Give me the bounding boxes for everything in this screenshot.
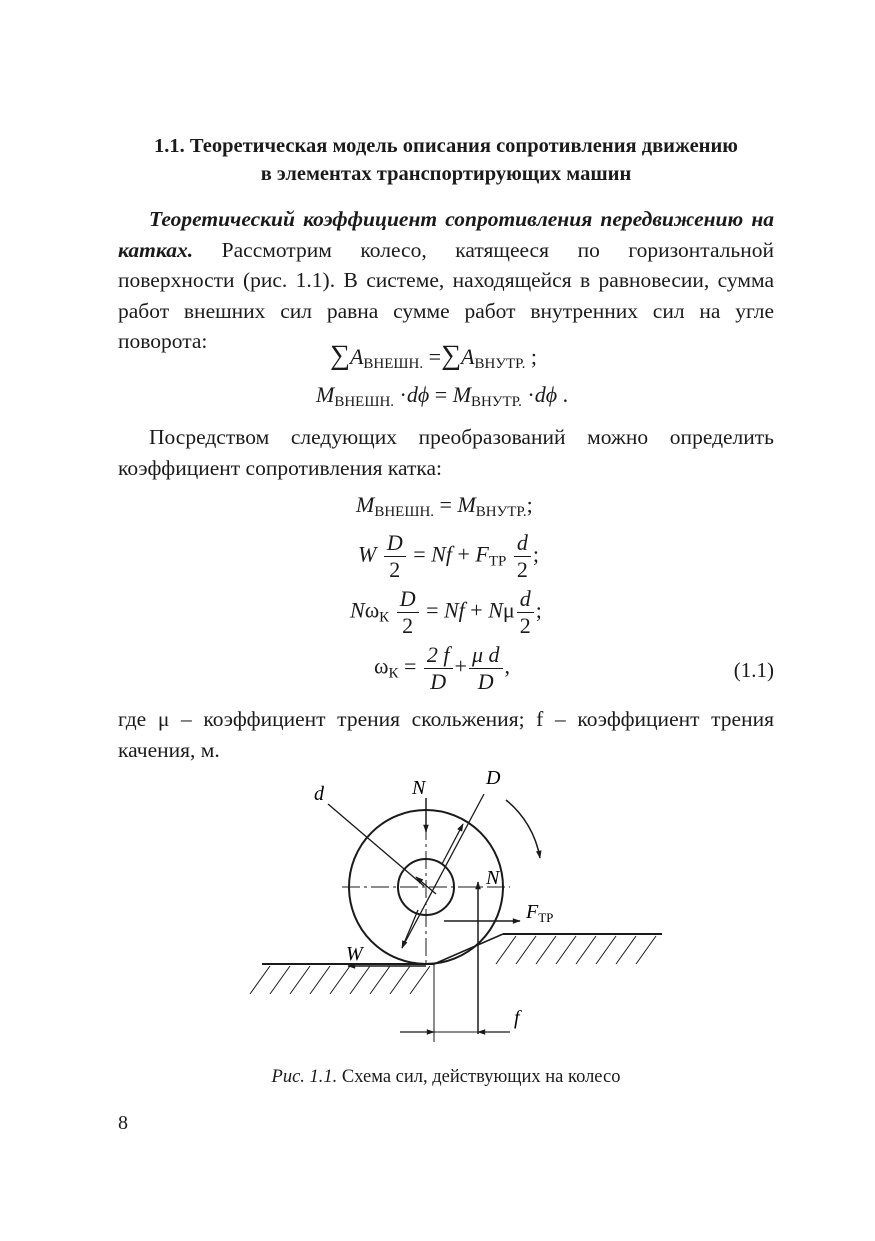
eq-dphi: dϕ <box>406 382 430 407</box>
eq-var: A <box>349 344 364 369</box>
paragraph-2: Посредством следующих преобразований можно определить коэффициент сопротивления катка: <box>118 425 774 480</box>
eq-dot: · <box>399 382 407 407</box>
eq-semicolon: ; <box>532 541 539 567</box>
D-arrow-up <box>442 824 463 864</box>
eq-sub: ВНУТР. <box>471 394 522 410</box>
label-d: d <box>314 783 324 805</box>
page-number: 8 <box>118 1112 128 1134</box>
label-F: $F_{ТР}$ <box>526 901 554 925</box>
figure-wheel-forces <box>248 764 668 1054</box>
eq-var: W <box>358 541 377 567</box>
sum-symbol: ∑ <box>441 340 462 371</box>
eq-sub: ВНЕШН. <box>374 504 435 520</box>
equation-moments <box>316 382 568 411</box>
caption-text: Схема сил, действующих на колесо <box>337 1067 621 1087</box>
eq-semicolon: ; <box>530 344 537 369</box>
eq-equals: = <box>439 492 452 517</box>
ground-hatching-right <box>496 936 656 964</box>
caption-prefix: Рис. 1.1. <box>271 1067 338 1087</box>
fraction-d-small: $\frac{d}{2}$ <box>514 530 531 583</box>
eq-plus: + <box>470 597 483 623</box>
eq-var: M <box>457 492 476 517</box>
eq-term: Nf <box>431 541 452 567</box>
eq-var: M <box>452 382 472 407</box>
eq-omega: ω <box>364 597 380 623</box>
eq-sub: ВНЕШН. <box>334 394 395 410</box>
paragraph-1-lead: Теоретический коэффициент сопротивления передвижению на катках. <box>118 207 774 262</box>
eq-semicolon: ; <box>526 492 533 517</box>
paragraph-3: где μ – коэффициент трения скольжения; f – коэффициент трения качения, м. <box>118 707 774 762</box>
D-leader-line <box>402 794 484 948</box>
paragraph-1 <box>118 204 774 357</box>
label-W: W <box>346 943 363 965</box>
eq-mu: μ <box>502 597 515 623</box>
equation-n-omega <box>350 586 542 639</box>
eq-plus: + <box>454 653 467 679</box>
eq-var: F <box>475 541 489 567</box>
eq-var: A <box>461 344 475 369</box>
fraction-d-small: $\frac{d}{2}$ <box>517 586 534 639</box>
eq-sub: К <box>379 609 390 626</box>
paragraph-1-text: Рассмотрим колесо, катящееся по горизонтальной поверхности (рис. 1.1). В системе, находящейся в равновесии, сумма работ внешних сил равна сумме работ внутренних сил на угле поворота: <box>118 237 774 353</box>
equation-w <box>358 530 539 583</box>
fraction-d-big: $\frac{D}{2}$ <box>397 586 419 639</box>
eq-dphi: dϕ <box>534 382 558 407</box>
eq-period: . <box>562 382 569 407</box>
equation-number: (1.1) <box>733 658 774 682</box>
eq-plus: + <box>457 541 470 567</box>
equation-m-balance <box>356 492 533 521</box>
label-D: D <box>486 767 501 789</box>
eq-equals: = <box>426 597 439 623</box>
eq-dot: · <box>527 382 535 407</box>
fraction-2f-d: $\frac{2 f}{D}$ <box>424 642 453 695</box>
eq-equals: = <box>434 382 448 407</box>
figure-caption <box>118 1067 774 1088</box>
eq-var: N <box>350 597 365 623</box>
eq-var: M <box>356 492 375 517</box>
ground-hatching-left <box>250 966 430 994</box>
eq-sub: ВНУТР. <box>474 356 526 372</box>
ground-contact-line <box>434 934 503 964</box>
eq-sub: К <box>388 665 399 682</box>
eq-equals: = <box>413 541 426 567</box>
eq-term: Nf <box>444 597 465 623</box>
eq-sub: ТР <box>488 553 507 570</box>
eq-semicolon: ; <box>535 597 542 623</box>
fraction-mud-d: $\frac{\text{μ d}}{D}$ <box>469 642 503 695</box>
equation-omega-k <box>374 642 510 695</box>
section-heading <box>118 132 774 188</box>
eq-var: M <box>316 382 335 407</box>
equation-work-sum <box>330 340 537 373</box>
sum-symbol: ∑ <box>330 340 350 371</box>
eq-omega: ω <box>374 653 389 679</box>
eq-sub: ВНЕШН. <box>363 356 424 372</box>
eq-var: N <box>488 597 503 623</box>
fraction-d-big: $\frac{D}{2}$ <box>384 530 406 583</box>
eq-equals: = <box>428 344 442 369</box>
eq-sub: ВНУТР. <box>475 504 527 520</box>
label-N-center: N <box>486 867 500 889</box>
label-f: f <box>514 1007 520 1029</box>
section-title-line-2: в элементах транспортирующих машин <box>260 163 632 185</box>
eq-equals: = <box>404 653 417 679</box>
eq-comma: , <box>504 653 511 679</box>
rotation-arrow <box>506 800 540 858</box>
section-title-line-1: 1.1. Теоретическая модель описания сопротивления движению <box>154 135 738 157</box>
d-leader-line <box>328 804 424 886</box>
D-arrow-down <box>402 910 418 948</box>
label-N-top: N <box>412 777 426 799</box>
